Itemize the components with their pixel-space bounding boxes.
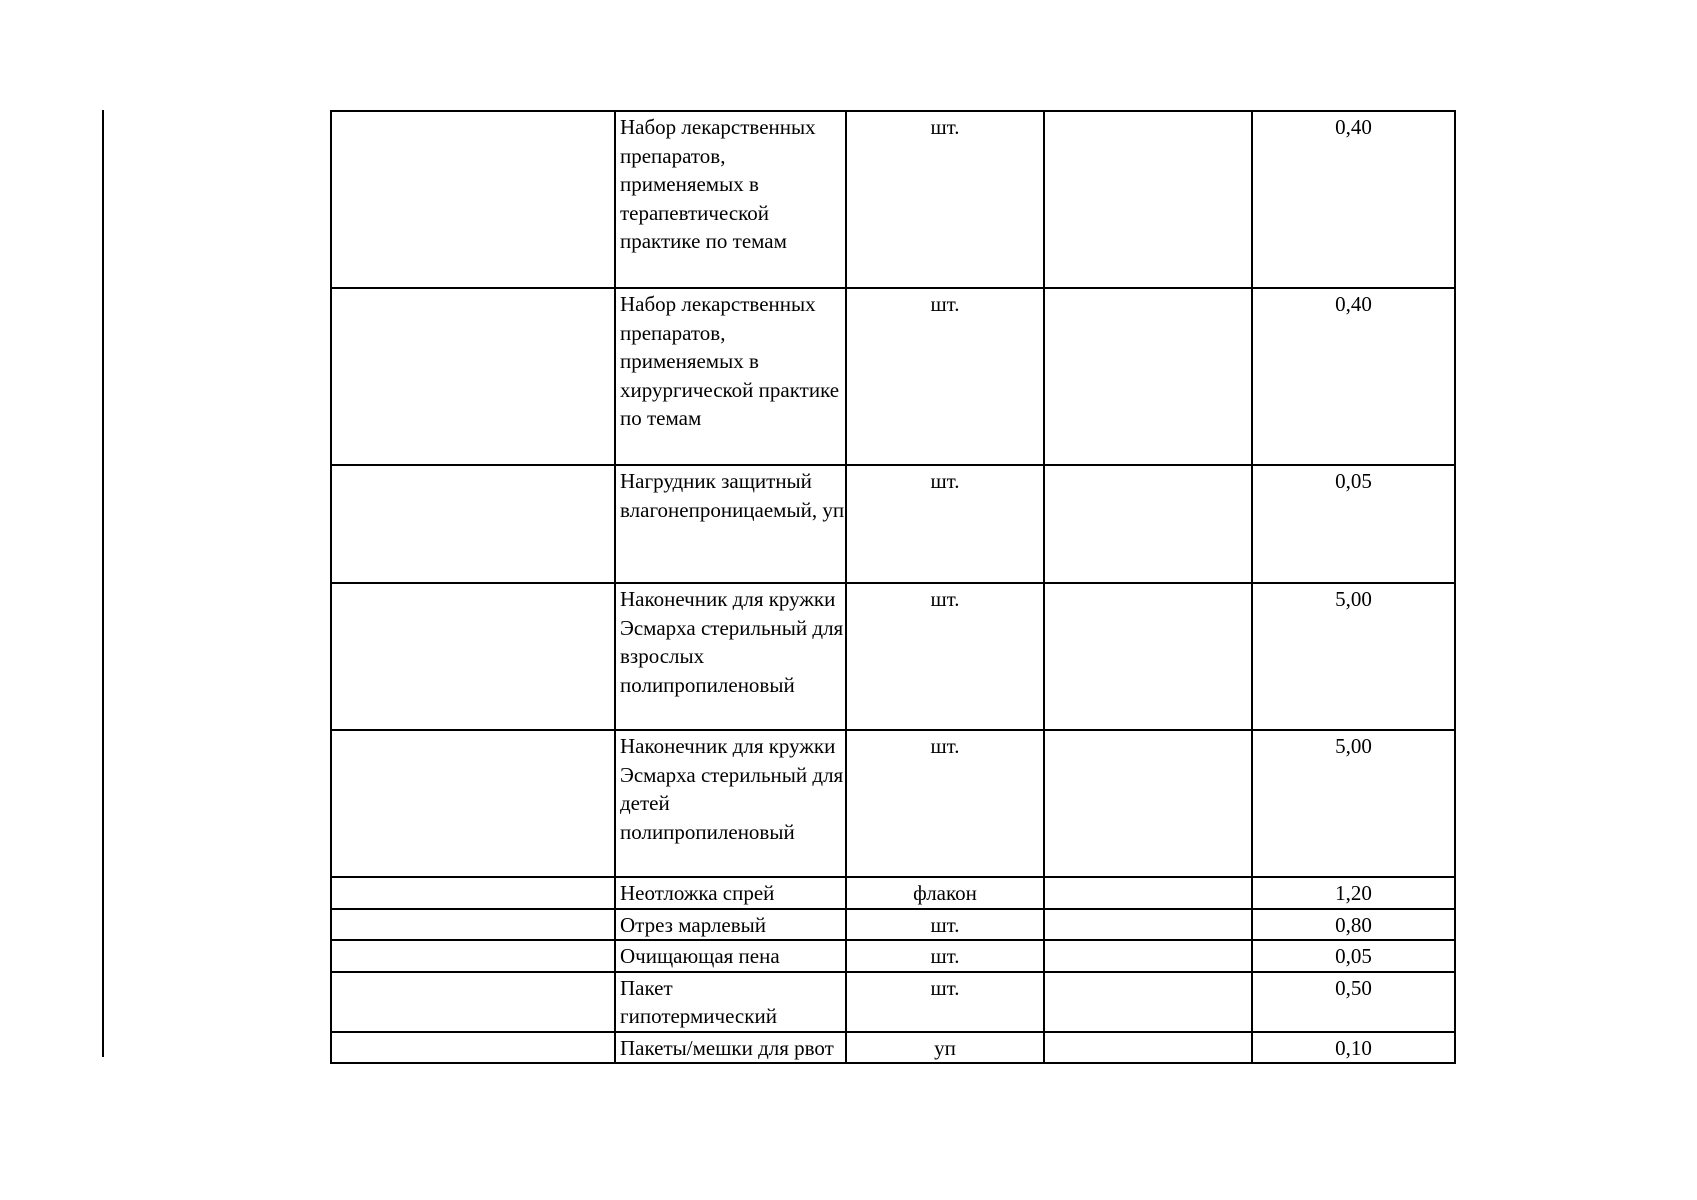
table-row xyxy=(331,111,1455,288)
item-name: Набор лекарственных препаратов, применяемых в терапевтической практике по темам xyxy=(620,115,816,253)
table-row xyxy=(331,940,1455,972)
item-unit: шт. xyxy=(930,115,960,139)
empty-cell xyxy=(331,940,615,972)
table-row xyxy=(331,972,1455,1032)
item-quantity: 0,40 xyxy=(1335,115,1372,139)
table-row xyxy=(331,583,1455,730)
item-quantity: 0,80 xyxy=(1335,912,1372,937)
item-unit: шт. xyxy=(930,944,960,968)
table-row xyxy=(331,909,1455,941)
item-unit: уп xyxy=(934,1035,956,1060)
item-name: Неотложка спрей xyxy=(620,881,775,905)
extra-cell xyxy=(1044,909,1252,941)
empty-cell xyxy=(331,111,615,288)
item-name: Наконечник для кружки Эсмарха стерильный для детей полипропиленовый xyxy=(620,734,844,844)
item-name-cell xyxy=(615,1032,846,1064)
unit-cell xyxy=(846,111,1044,288)
item-unit: шт. xyxy=(930,975,960,1000)
item-name-cell xyxy=(615,288,846,465)
page-margin-line xyxy=(102,110,104,1057)
extra-cell xyxy=(1044,730,1252,877)
table-row xyxy=(331,288,1455,465)
item-unit: шт. xyxy=(930,469,960,493)
item-quantity: 0,40 xyxy=(1335,292,1372,316)
unit-cell xyxy=(846,583,1044,730)
table-row xyxy=(331,465,1455,583)
item-name: Набор лекарственных препаратов, применяемых в хирургической практике по темам xyxy=(620,292,840,430)
quantity-cell xyxy=(1252,288,1455,465)
quantity-cell xyxy=(1252,465,1455,583)
item-unit: шт. xyxy=(930,292,960,316)
item-name-cell xyxy=(615,111,846,288)
item-name: Отрез марлевый xyxy=(620,912,766,937)
item-quantity: 0,10 xyxy=(1335,1035,1372,1060)
unit-cell xyxy=(846,288,1044,465)
item-name: Нагрудник защитный влагонепроницаемый, уп xyxy=(620,469,845,522)
unit-cell xyxy=(846,1032,1044,1064)
item-quantity: 5,00 xyxy=(1335,587,1372,611)
unit-cell xyxy=(846,877,1044,909)
item-name-cell xyxy=(615,465,846,583)
item-name: Пакет гипотермический xyxy=(620,975,777,1028)
item-name: Пакеты/мешки для рвот xyxy=(620,1035,834,1060)
item-quantity: 0,50 xyxy=(1335,975,1372,1000)
extra-cell xyxy=(1044,1032,1252,1064)
unit-cell xyxy=(846,465,1044,583)
extra-cell xyxy=(1044,583,1252,730)
extra-cell xyxy=(1044,111,1252,288)
item-name-cell xyxy=(615,940,846,972)
unit-cell xyxy=(846,730,1044,877)
quantity-cell xyxy=(1252,877,1455,909)
empty-cell xyxy=(331,909,615,941)
item-quantity: 5,00 xyxy=(1335,734,1372,758)
item-unit: шт. xyxy=(930,587,960,611)
unit-cell xyxy=(846,940,1044,972)
empty-cell xyxy=(331,877,615,909)
item-quantity: 0,05 xyxy=(1335,469,1372,493)
item-name-cell xyxy=(615,909,846,941)
empty-cell xyxy=(331,465,615,583)
item-quantity: 0,05 xyxy=(1335,944,1372,968)
extra-cell xyxy=(1044,465,1252,583)
empty-cell xyxy=(331,288,615,465)
quantity-cell xyxy=(1252,909,1455,941)
table-row xyxy=(331,1032,1455,1064)
item-name-cell xyxy=(615,730,846,877)
empty-cell xyxy=(331,583,615,730)
item-name: Наконечник для кружки Эсмарха стерильный для взрослых полипропиленовый xyxy=(620,587,844,697)
empty-cell xyxy=(331,1032,615,1064)
quantity-cell xyxy=(1252,972,1455,1032)
table-row xyxy=(331,730,1455,877)
item-name: Очищающая пена xyxy=(620,944,780,968)
extra-cell xyxy=(1044,972,1252,1032)
supplies-table xyxy=(330,110,1456,1064)
unit-cell xyxy=(846,972,1044,1032)
item-unit: шт. xyxy=(930,734,960,758)
quantity-cell xyxy=(1252,111,1455,288)
extra-cell xyxy=(1044,877,1252,909)
item-quantity: 1,20 xyxy=(1335,881,1372,905)
empty-cell xyxy=(331,730,615,877)
item-unit: флакон xyxy=(913,881,977,905)
item-name-cell xyxy=(615,583,846,730)
item-unit: шт. xyxy=(930,912,960,937)
quantity-cell xyxy=(1252,1032,1455,1064)
extra-cell xyxy=(1044,288,1252,465)
empty-cell xyxy=(331,972,615,1032)
quantity-cell xyxy=(1252,940,1455,972)
quantity-cell xyxy=(1252,583,1455,730)
unit-cell xyxy=(846,909,1044,941)
item-name-cell xyxy=(615,877,846,909)
quantity-cell xyxy=(1252,730,1455,877)
item-name-cell xyxy=(615,972,846,1032)
table-row xyxy=(331,877,1455,909)
extra-cell xyxy=(1044,940,1252,972)
